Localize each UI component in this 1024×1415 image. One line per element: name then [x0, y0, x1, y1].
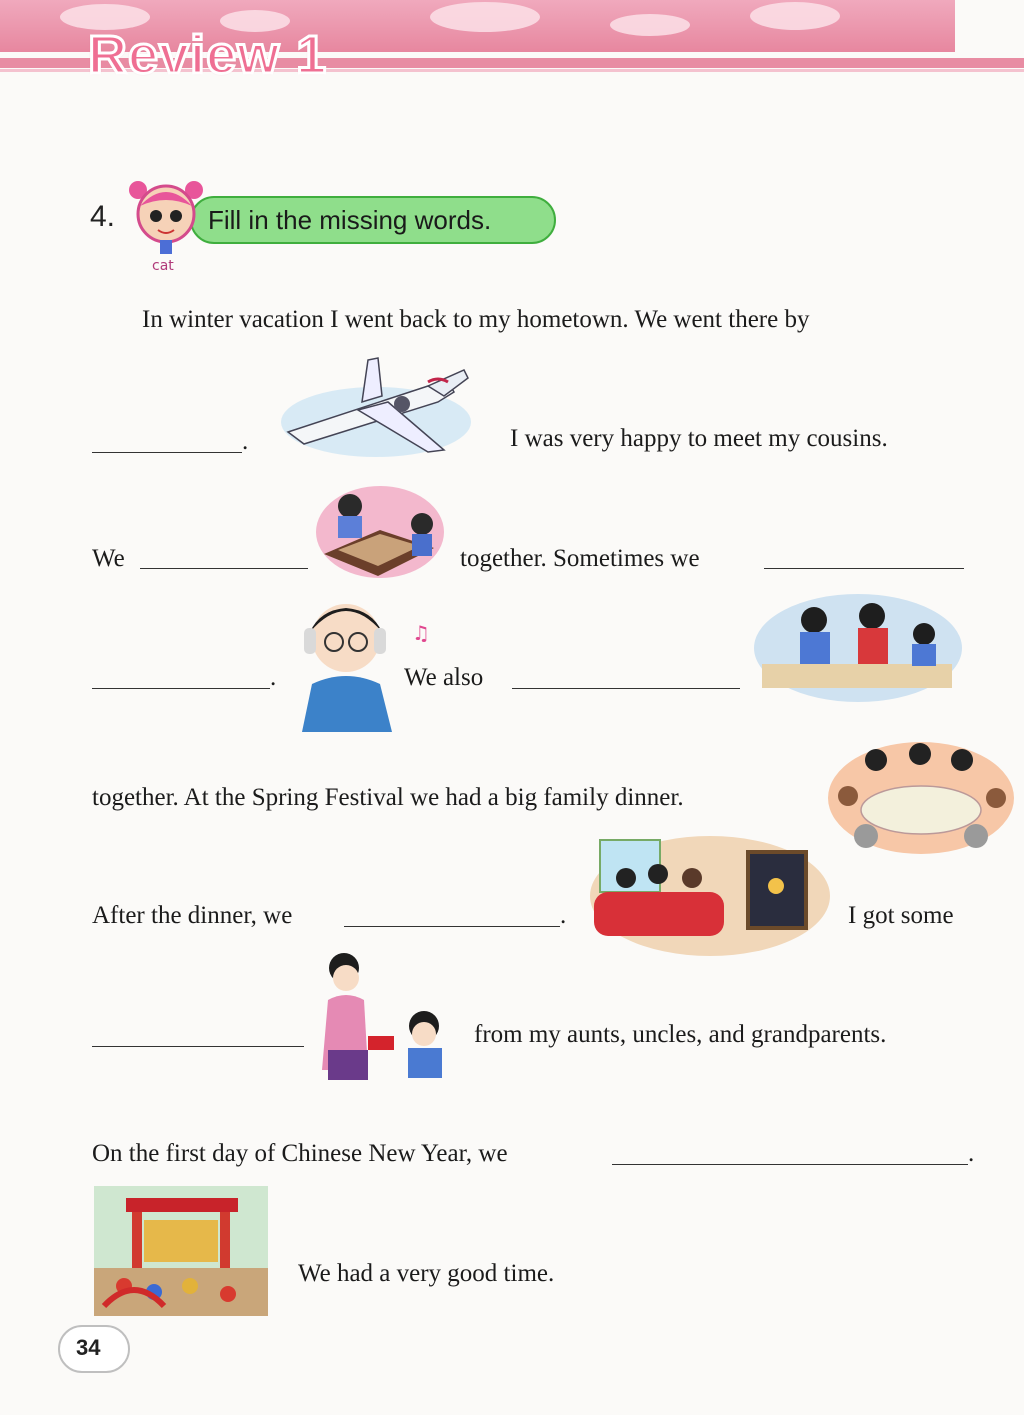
- mascot-icon: [126, 176, 206, 272]
- answer-blank-8[interactable]: [612, 1164, 968, 1165]
- sentence-line-3: together. Sometimes we: [460, 545, 700, 572]
- temple-fair-picture: [94, 1186, 268, 1316]
- cloud-decoration: [610, 14, 690, 36]
- page-title: Review 1: [88, 25, 328, 85]
- sentence-line-4: We also: [404, 664, 484, 691]
- airplane-picture: [278, 352, 474, 464]
- sentence-line-8: On the first day of Chinese New Year, we: [92, 1140, 508, 1167]
- line-3-we: We: [92, 545, 125, 572]
- making-dumplings-picture: [752, 592, 964, 704]
- line-2-period: .: [242, 428, 249, 455]
- exercise-number: 4.: [90, 200, 116, 233]
- sentence-line-1: In winter vacation I went back to my hometown. We went there by: [142, 306, 810, 333]
- answer-blank-1[interactable]: [92, 452, 242, 453]
- answer-blank-5[interactable]: [512, 688, 740, 689]
- sentence-line-7: from my aunts, uncles, and grandparents.: [474, 1021, 887, 1048]
- svg-text:cat: cat: [152, 258, 174, 272]
- watching-tv-picture: [588, 834, 832, 958]
- sentence-line-5: together. At the Spring Festival we had a big family dinner.: [92, 784, 684, 811]
- answer-blank-2[interactable]: [140, 568, 308, 569]
- chess-picture: [314, 484, 446, 580]
- sentence-line-9: We had a very good time.: [298, 1260, 555, 1287]
- sentence-line-6: After the dinner, we: [92, 902, 293, 929]
- svg-text:♫: ♫: [412, 621, 430, 645]
- cloud-decoration: [750, 2, 840, 30]
- line-8-period: .: [968, 1140, 975, 1167]
- family-dinner-picture: [826, 740, 1016, 856]
- cloud-decoration: [430, 2, 540, 32]
- line-6-period: .: [560, 902, 567, 929]
- answer-blank-3[interactable]: [764, 568, 964, 569]
- red-packet-picture: [314, 950, 458, 1082]
- answer-blank-4[interactable]: [92, 688, 270, 689]
- answer-blank-6[interactable]: [344, 926, 560, 927]
- sentence-line-6b: I got some: [848, 902, 954, 929]
- line-4-period: .: [270, 664, 277, 691]
- instruction-text: Fill in the missing words.: [208, 205, 492, 235]
- answer-blank-7[interactable]: [92, 1046, 304, 1047]
- page-number: 34: [76, 1335, 101, 1360]
- sentence-line-2: I was very happy to meet my cousins.: [510, 425, 888, 452]
